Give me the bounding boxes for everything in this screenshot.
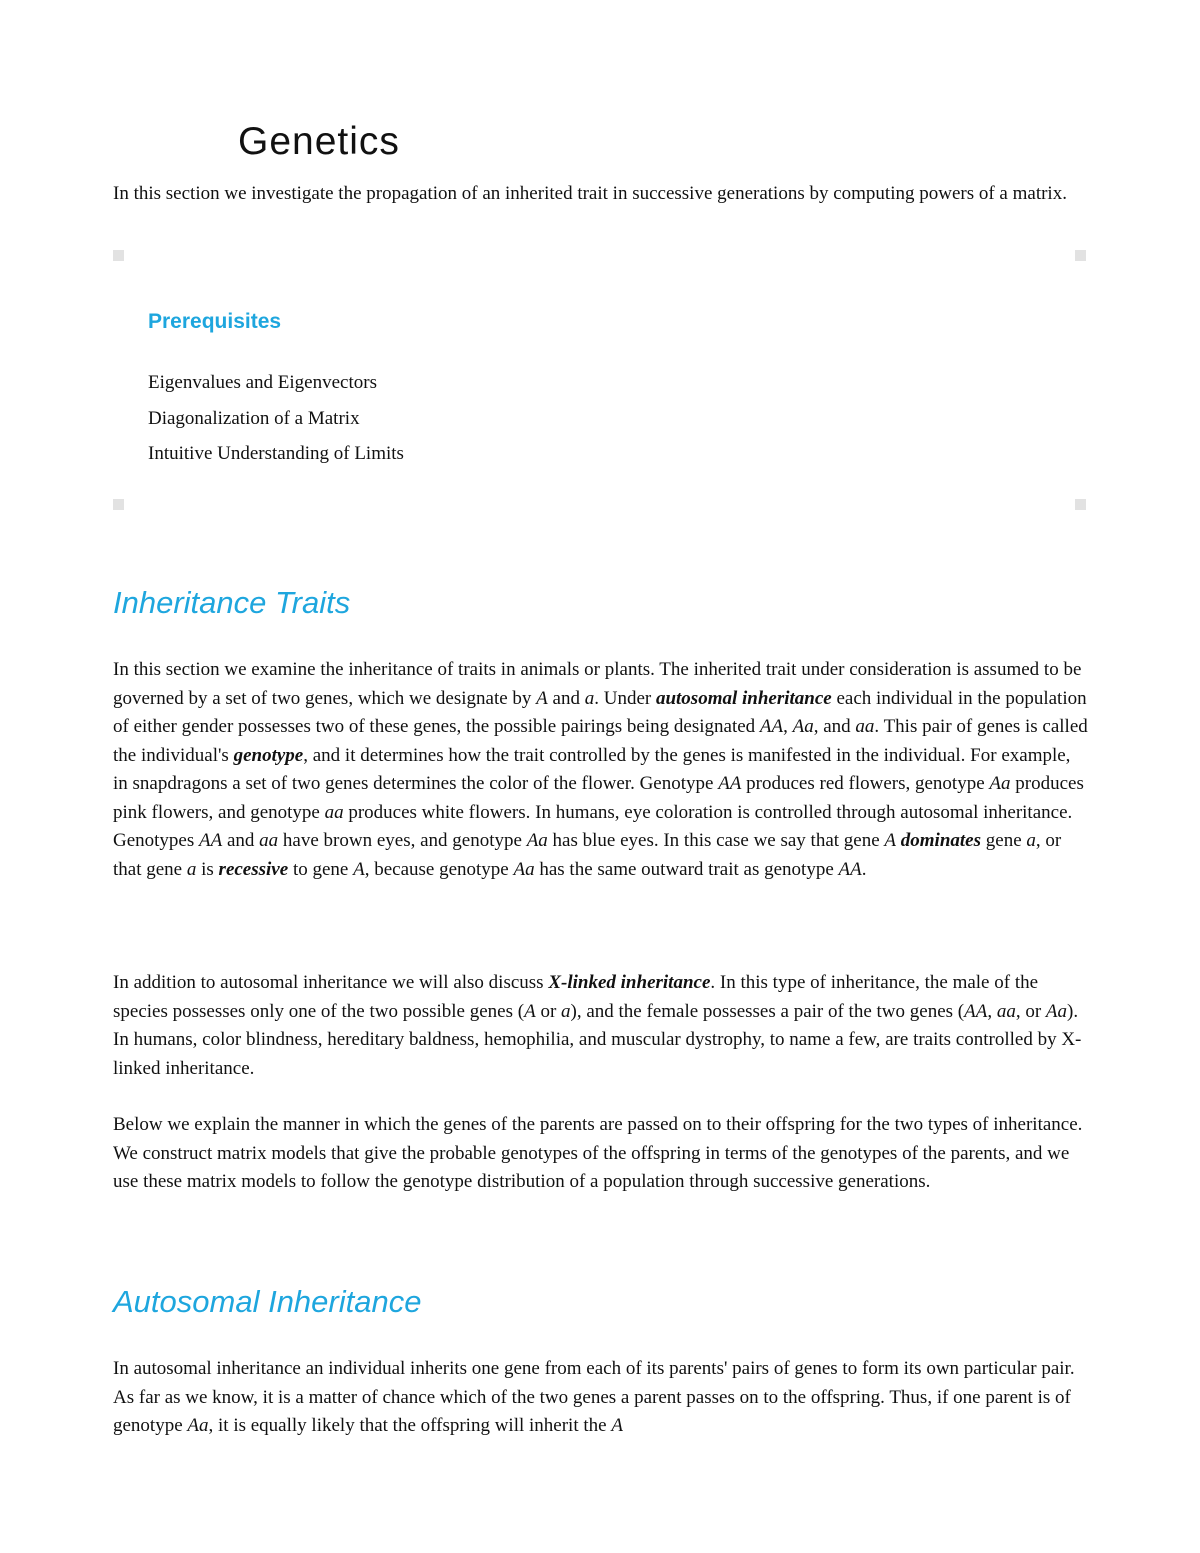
intro-paragraph: In this section we investigate the propagation of an inherited trait in successive generations by computing powers of a matrix. <box>113 183 1067 204</box>
inheritance-traits-paragraph-3: Below we explain the manner in which the genes of the parents are passed on to their offspring for the two types of inheritance. We construct matrix models that give the probable genotypes of the offspring in terms of the genotypes of the parents, and we use these matrix models to follow the genotype distribution of a population through successive generations. <box>113 1114 1083 1192</box>
prerequisite-item: Eigenvalues and Eigenvectors <box>148 372 377 393</box>
term-dominates: dominates <box>900 830 982 851</box>
page-title: Genetics <box>238 120 400 163</box>
prerequisite-item: Diagonalization of a Matrix <box>148 407 360 429</box>
section-heading-inheritance-traits: Inheritance Traits <box>113 585 351 620</box>
section-heading-autosomal-inheritance: Autosomal Inheritance <box>113 1284 422 1319</box>
frame-corner-marker <box>113 250 124 261</box>
frame-corner-marker <box>113 499 124 510</box>
prerequisite-item: Intuitive Understanding of Limits <box>148 443 404 464</box>
prerequisites-list <box>148 369 404 476</box>
inheritance-traits-paragraph-2: In addition to autosomal inheritance we will also discuss X-linked inheritance. In this type of inheritance, the male of the species possesses only one of the two possible genes (A or a), and the female possesses a pair of the two genes (AA, aa, or Aa). In humans, color blindness, hereditary baldness, hemophilia, and muscular dystrophy, to name a few, are traits controlled by X-linked inheritance. <box>113 972 1082 1079</box>
frame-corner-marker <box>1075 250 1086 261</box>
frame-corner-marker <box>1075 499 1086 510</box>
term-x-linked-inheritance: X-linked inheritance <box>548 972 711 993</box>
inheritance-traits-paragraph-1: In this section we examine the inheritance of traits in animals or plants. The inherited trait under consideration is assumed to be governed by a set of two genes, which we designate by A and a. Under autosomal inheritance each individual in the population of either gender possesses two of these genes, the possible pairings being designated AA, Aa, and aa. This pair of genes is called the individual's genotype, and it determines how the trait controlled by the genes is manifested in the individual. For example, in snapdragons a set of two genes determines the color of the flower. Genotype AA produces red flowers, genotype Aa produces pink flowers, and genotype aa produces white flowers. In humans, eye coloration is controlled through autosomal inheritance. Genotypes AA and aa have brown eyes, and genotype Aa has blue eyes. In this case we say that gene A dominates gene a, or that gene a is recessive to gene A, because genotype Aa has the same outward trait as genotype AA. <box>113 659 1088 880</box>
term-genotype: genotype <box>233 744 304 766</box>
autosomal-inheritance-paragraph-1: In autosomal inheritance an individual inherits one gene from each of its parents' pairs of genes to form its own particular pair. As far as we know, it is a matter of chance which of the two genes a parent passes on to the offspring. Thus, if one parent is of genotype Aa, it is equally likely that the offspring will inherit the A <box>113 1358 1075 1436</box>
term-recessive: recessive <box>218 858 289 880</box>
prerequisites-heading: Prerequisites <box>148 310 282 333</box>
term-autosomal-inheritance: autosomal inheritance <box>655 687 832 709</box>
